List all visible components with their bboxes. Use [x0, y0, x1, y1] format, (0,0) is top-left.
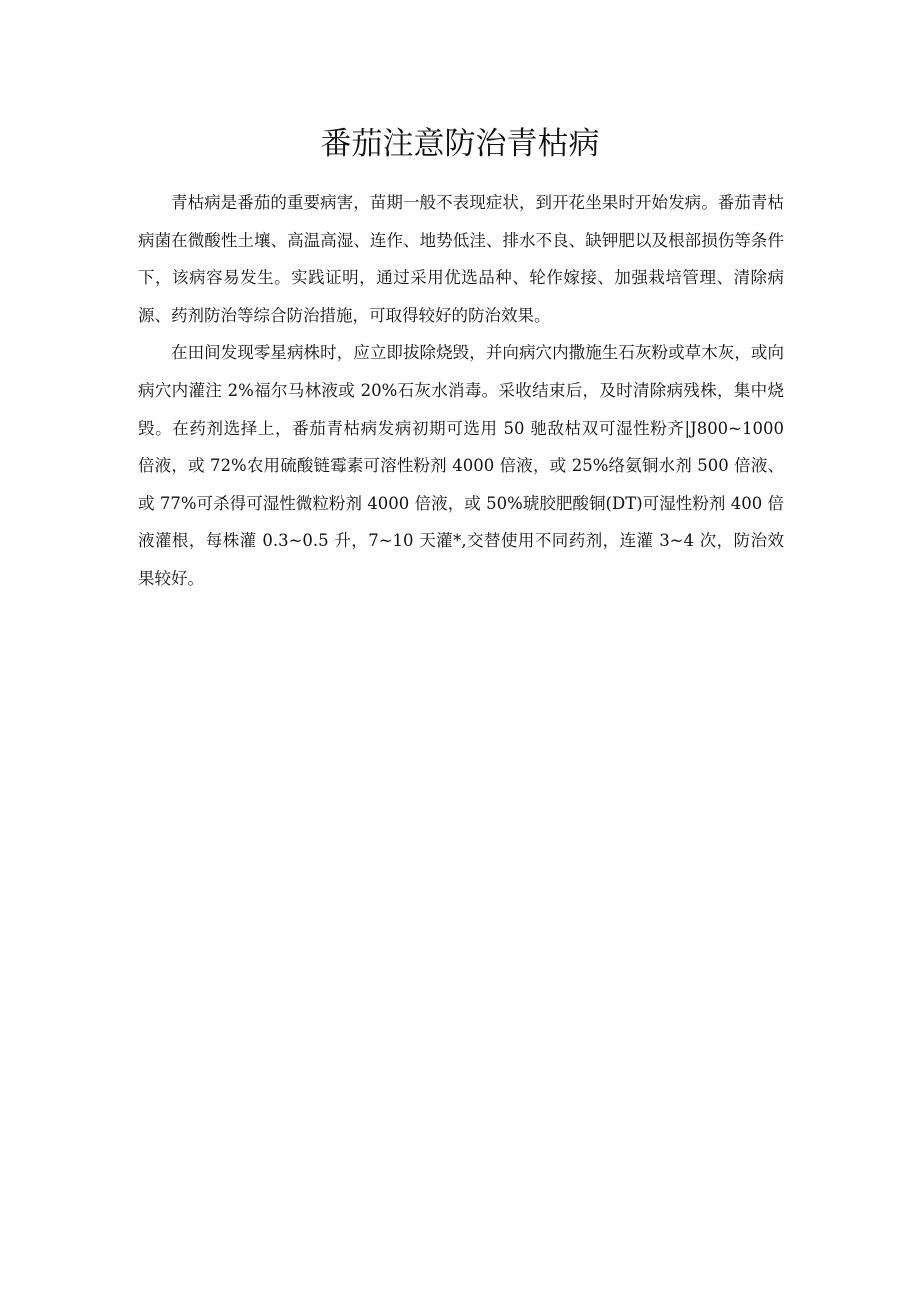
document-body [138, 184, 784, 598]
document-title: 番茄注意防治青枯病 [320, 126, 600, 162]
paragraph-treatment: 在田间发现零星病株时，应立即拔除烧毁，并向病穴内撒施生石灰粉或草木灰，或向病穴内灌注 2%福尔马林液或 20%石灰水消毒。采收结束后，及时清除病残株，集中烧毁。在药剂选择上，番茄青枯病发病初期可选用 50 驰敌枯双可湿性粉齐|J800~1000 倍液，或 72%农用硫酸链霉素可溶性粉剂 4000 倍液，或 25%络氨铜水剂 500 倍液、或 77%可杀得可湿性微粒粉剂 4000 倍液，或 50%琥胶肥酸铜(DT)可湿性粉剂 400 倍液灌根，每株灌 0.3~0.5 升，7~10 天灌*,交替使用不同药剂，连灌 3~4 次，防治效果较好。 [138, 343, 784, 588]
paragraph-symptoms: 青枯病是番茄的重要病害，苗期一般不表现症状，到开花坐果时开始发病。番茄青枯病菌在微酸性土壤、高温高湿、连作、地势低洼、排水不良、缺钾肥以及根部损伤等条件下，该病容易发生。实践证明，通过采用优选品种、轮作嫁接、加强栽培管理、清除病源、药剂防治等综合防治措施，可取得较好的防治效果。 [138, 193, 784, 325]
